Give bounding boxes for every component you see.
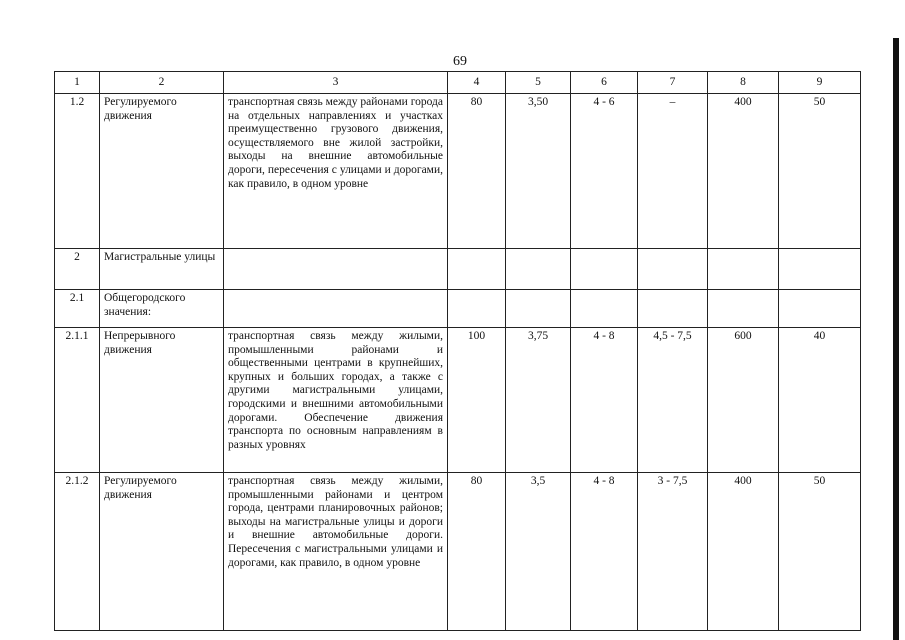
row-cell-4: 100: [448, 328, 506, 473]
table-row: [55, 290, 861, 328]
table-row: [55, 473, 861, 631]
row-name: Регулируемого движения: [100, 94, 224, 249]
row-cell-7: –: [638, 94, 708, 249]
header-cell: 1: [55, 72, 100, 94]
row-cell-5: [506, 290, 571, 328]
row-cell-5: 3,75: [506, 328, 571, 473]
row-cell-4: [448, 249, 506, 290]
table-row: [55, 328, 861, 473]
row-cell-6: 4 - 6: [571, 94, 638, 249]
row-code: 2: [55, 249, 100, 290]
row-name: Общегородского значения:: [100, 290, 224, 328]
page-number: 69: [453, 54, 467, 69]
road-classification-table: [54, 71, 861, 631]
row-description: транспортная связь между районами города на отдельных направлениях и участках преимущественно грузового движения, осуществляемого вне жилой застройки, выходы на внешние автомобильные дороги, пересечения с улицами и дорогами, как правило, в одном уровне: [224, 94, 448, 249]
row-cell-5: 3,50: [506, 94, 571, 249]
row-cell-5: 3,5: [506, 473, 571, 631]
row-cell-4: 80: [448, 94, 506, 249]
table-row: [55, 249, 861, 290]
row-cell-6: [571, 249, 638, 290]
row-cell-7: 3 - 7,5: [638, 473, 708, 631]
header-cell: 4: [448, 72, 506, 94]
header-cell: 8: [708, 72, 779, 94]
row-name: Регулируемого движения: [100, 473, 224, 631]
header-cell: 9: [779, 72, 861, 94]
table-row: [55, 94, 861, 249]
row-code: 2.1: [55, 290, 100, 328]
row-cell-5: [506, 249, 571, 290]
row-cell-9: [779, 290, 861, 328]
row-cell-9: 50: [779, 94, 861, 249]
row-cell-4: 80: [448, 473, 506, 631]
row-code: 2.1.1: [55, 328, 100, 473]
header-cell: 3: [224, 72, 448, 94]
row-cell-6: [571, 290, 638, 328]
row-description: транспортная связь между жилыми, промышленными районами и общественными центрами в крупнейших, крупных и больших городах, а также с другими магистральными улицами, городскими и внешними автомобильными дорогами. Обеспечение движения транспорта по основным направлениям в разных уровнях: [224, 328, 448, 473]
row-name: Магистральные улицы: [100, 249, 224, 290]
row-cell-7: 4,5 - 7,5: [638, 328, 708, 473]
row-code: 1.2: [55, 94, 100, 249]
row-cell-7: [638, 249, 708, 290]
row-cell-6: 4 - 8: [571, 328, 638, 473]
row-description: транспортная связь между жилыми, промышленными районами и центром города, центрами планировочных районов; выходы на магистральные улицы и дороги и внешние автомобильные дороги. Пересечения с магистральными улицами и дорогами, как правило, в одном уровне: [224, 473, 448, 631]
row-cell-8: 600: [708, 328, 779, 473]
row-cell-8: [708, 290, 779, 328]
row-description: [224, 290, 448, 328]
row-cell-7: [638, 290, 708, 328]
row-name: Непрерывного движения: [100, 328, 224, 473]
row-cell-8: 400: [708, 473, 779, 631]
row-code: 2.1.2: [55, 473, 100, 631]
row-cell-9: [779, 249, 861, 290]
row-cell-9: 40: [779, 328, 861, 473]
header-cell: 6: [571, 72, 638, 94]
header-cell: 7: [638, 72, 708, 94]
row-description: [224, 249, 448, 290]
header-cell: 2: [100, 72, 224, 94]
row-cell-8: [708, 249, 779, 290]
row-cell-6: 4 - 8: [571, 473, 638, 631]
header-cell: 5: [506, 72, 571, 94]
row-cell-9: 50: [779, 473, 861, 631]
table-header-row: [55, 72, 861, 94]
row-cell-4: [448, 290, 506, 328]
scan-edge-bar: [893, 38, 899, 640]
row-cell-8: 400: [708, 94, 779, 249]
